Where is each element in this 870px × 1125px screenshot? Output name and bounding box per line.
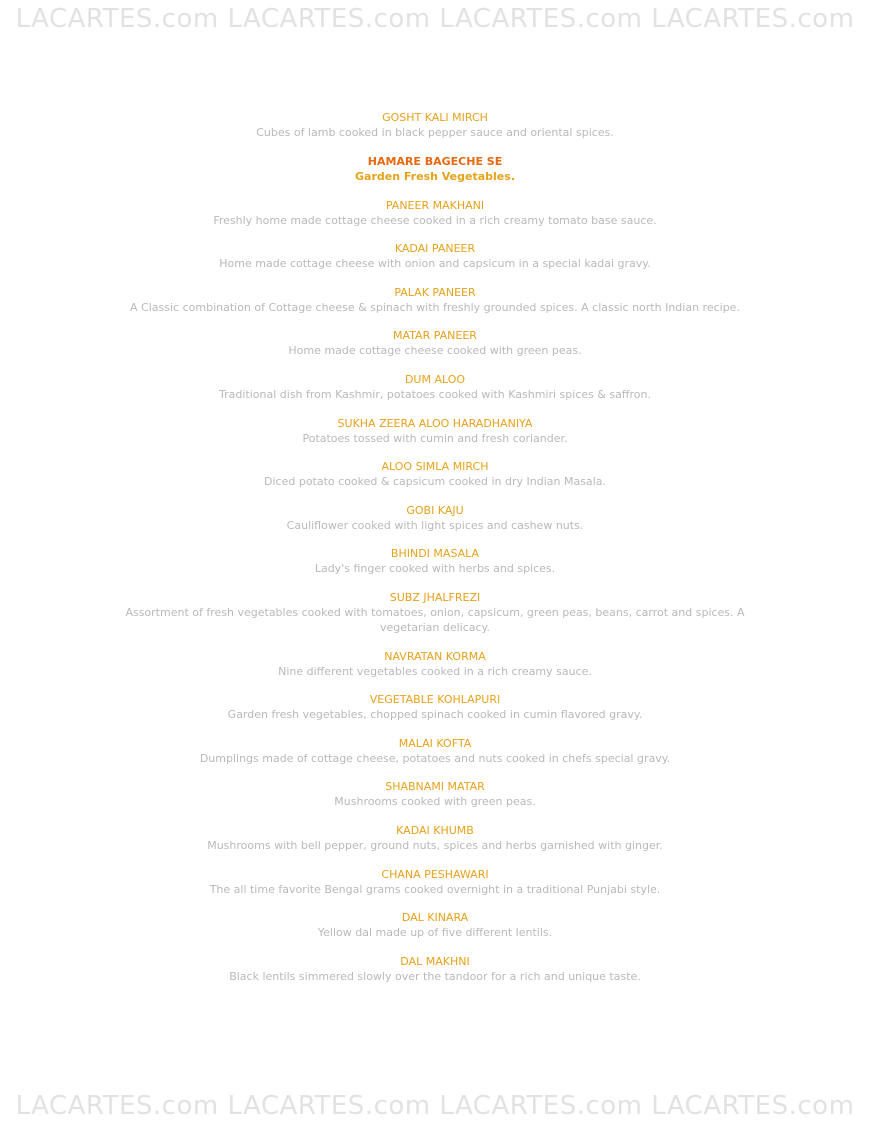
menu-item-name: PANEER MAKHANI [385, 198, 485, 212]
menu-item-name: SHABNAMI MATAR [385, 780, 485, 794]
menu-item [95, 910, 775, 940]
menu-page [95, 110, 775, 997]
menu-item-description: Home made cottage cheese with onion and capsicum in a special kadai gravy. [219, 257, 651, 271]
menu-item [95, 459, 775, 489]
menu-item-name: SUBZ JHALFREZI [389, 590, 481, 604]
menu-item [95, 954, 775, 984]
section-subtitle: Garden Fresh Vegetables. [355, 169, 515, 183]
menu-item-name: ALOO SIMLA MIRCH [381, 460, 489, 474]
menu-item-name: DAL MAKHNI [400, 954, 470, 968]
menu-item-description: Garden fresh vegetables, chopped spinach cooked in cumin flavored gravy. [227, 708, 643, 722]
menu-item [95, 823, 775, 853]
menu-item-name: CHANA PESHAWARI [381, 867, 489, 881]
menu-item [95, 110, 775, 140]
menu-item [95, 546, 775, 576]
menu-item [95, 867, 775, 897]
menu-item-name: NAVRATAN KORMA [384, 649, 486, 663]
menu-item-description: Black lentils simmered slowly over the tandoor for a rich and unique taste. [229, 969, 641, 983]
menu-item [95, 416, 775, 446]
menu-item-description: Assortment of fresh vegetables cooked with tomatoes, onion, capsicum, green peas, beans, carrot and spices. A vegetarian delicacy. [125, 605, 745, 634]
menu-item [95, 198, 775, 228]
menu-item-description: The all time favorite Bengal grams cooked overnight in a traditional Punjabi style. [209, 882, 661, 896]
menu-item-description: Cauliflower cooked with light spices and cashew nuts. [286, 518, 584, 532]
menu-item [95, 590, 775, 635]
menu-item-name: KADAI KHUMB [396, 823, 474, 837]
menu-item-name: DUM ALOO [404, 372, 466, 386]
menu-item-description: Yellow dal made up of five different lentils. [317, 926, 553, 940]
menu-item [95, 692, 775, 722]
menu-item-description: Lady's finger cooked with herbs and spices. [314, 562, 556, 576]
menu-item-list [95, 198, 775, 984]
menu-item-description: Mushrooms cooked with green peas. [334, 795, 536, 809]
menu-item-description: Mushrooms with bell pepper, ground nuts, spices and herbs garnished with ginger. [207, 838, 663, 852]
menu-item-name: BHINDI MASALA [390, 547, 480, 561]
menu-item-name: MATAR PANEER [393, 329, 477, 343]
menu-item-description: Nine different vegetables cooked in a rich creamy sauce. [278, 664, 592, 678]
menu-item [95, 779, 775, 809]
menu-item-description: Cubes of lamb cooked in black pepper sauce and oriental spices. [256, 126, 614, 139]
menu-item-description: Freshly home made cottage cheese cooked in a rich creamy tomato base sauce. [213, 213, 657, 227]
menu-item [95, 503, 775, 533]
menu-item [95, 736, 775, 766]
menu-item-name: MALAI KOFTA [398, 736, 472, 750]
menu-item [95, 328, 775, 358]
menu-item-name: PALAK PANEER [394, 285, 476, 299]
menu-item-description: Dumplings made of cottage cheese, potatoes and nuts cooked in chefs special gravy. [199, 751, 671, 765]
section-header [95, 154, 775, 184]
menu-item [95, 649, 775, 679]
menu-item-description: Traditional dish from Kashmir, potatoes cooked with Kashmiri spices & saffron. [219, 387, 651, 401]
menu-item [95, 372, 775, 402]
menu-item-description: Potatoes tossed with cumin and fresh coriander. [302, 431, 568, 445]
menu-item-name: GOSHT KALI MIRCH [382, 111, 488, 124]
menu-item-name: SUKHA ZEERA ALOO HARADHANIYA [337, 416, 533, 430]
watermark-top: LACARTES.com LACARTES.com LACARTES.com LACARTES.com [15, 4, 855, 34]
menu-item-description: A Classic combination of Cottage cheese & spinach with freshly grounded spices. A classic north Indian recipe. [130, 300, 740, 314]
section-title: HAMARE BAGECHE SE [367, 154, 503, 168]
menu-item-description: Home made cottage cheese cooked with green peas. [288, 344, 582, 358]
menu-item-name: KADAI PANEER [394, 242, 476, 256]
menu-item-description: Diced potato cooked & capsicum cooked in dry Indian Masala. [264, 475, 606, 489]
menu-item-name: VEGETABLE KOHLAPURI [369, 693, 501, 707]
watermark-bottom: LACARTES.com LACARTES.com LACARTES.com LACARTES.com [15, 1091, 855, 1121]
menu-item-name: GOBI KAJU [406, 503, 464, 517]
menu-item [95, 241, 775, 271]
menu-item [95, 285, 775, 315]
menu-item-name: DAL KINARA [401, 911, 469, 925]
